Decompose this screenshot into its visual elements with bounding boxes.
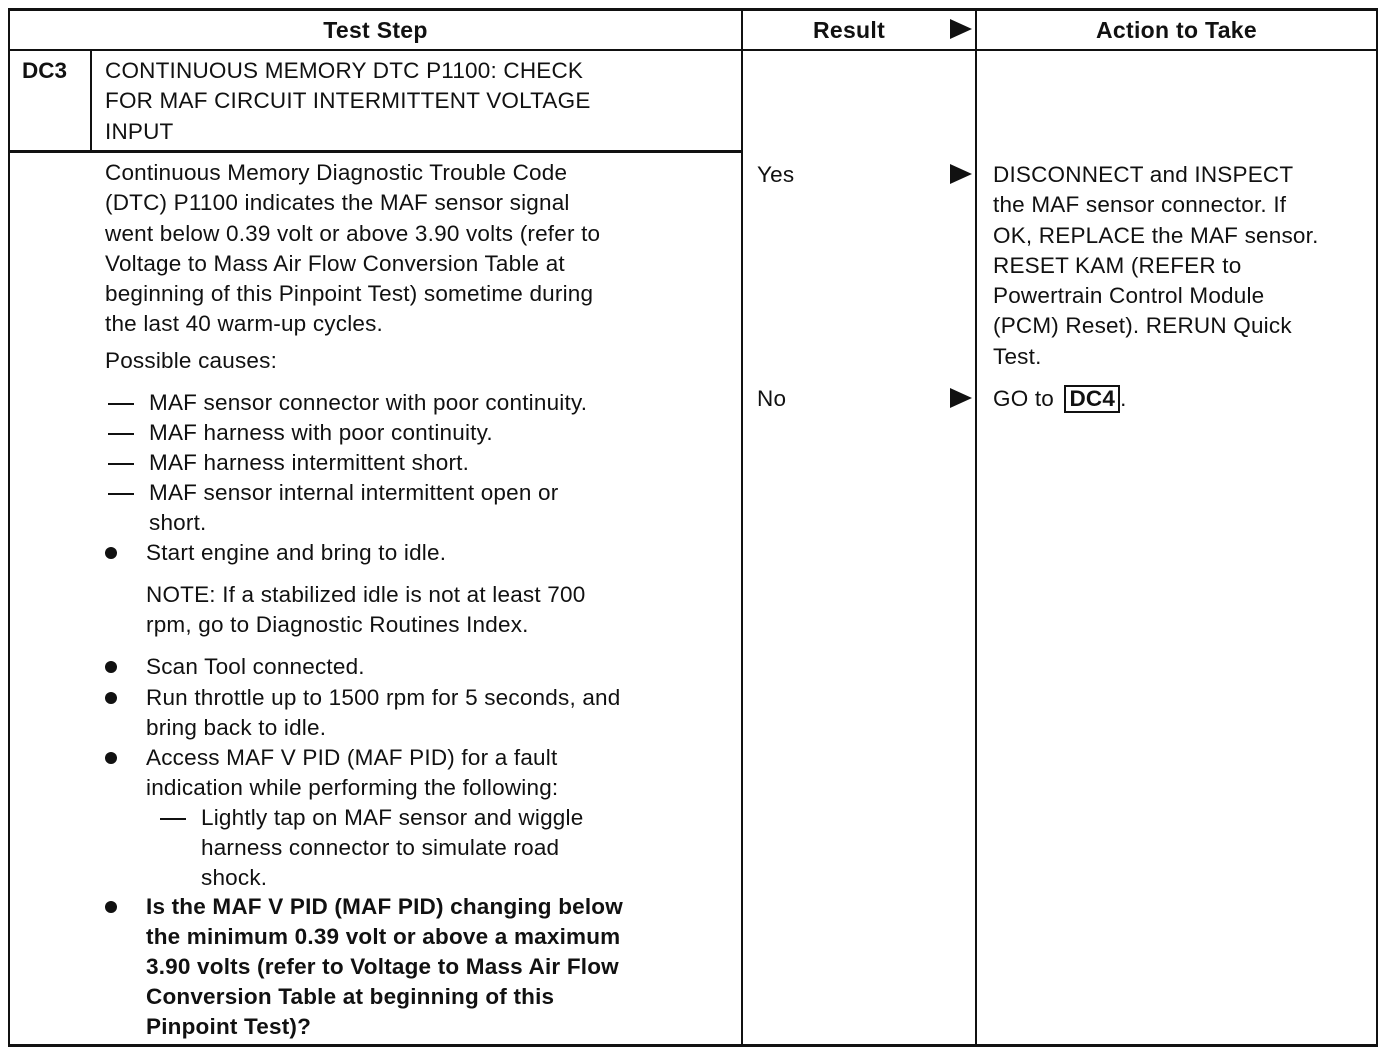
possible-causes-label: Possible causes: (105, 348, 278, 373)
result-yes: Yes (757, 162, 795, 187)
cause-item: MAF harness intermittent short. (149, 450, 470, 475)
step-title-line: FOR MAF CIRCUIT INTERMITTENT VOLTAGE (105, 88, 591, 114)
header-bottom-border (8, 49, 1378, 51)
header-action: Action to Take (1096, 16, 1257, 43)
sub-step-line: harness connector to simulate road (201, 835, 560, 860)
test-question (146, 892, 623, 1042)
intro-line: beginning of this Pinpoint Test) sometime during (105, 281, 594, 307)
access-line: indication while performing the following: (146, 775, 559, 800)
question-line: 3.90 volts (refer to Voltage to Mass Air Flow (146, 954, 619, 979)
cause-line: short. (149, 510, 207, 535)
step-id-divider (90, 49, 92, 153)
bullet-icon (105, 901, 117, 913)
step-ref-dc4[interactable]: DC4 (1064, 385, 1120, 413)
dash-icon (108, 433, 134, 435)
question-line: the minimum 0.39 volt or above a maximum (146, 924, 621, 949)
action-no (993, 384, 1127, 414)
no-arrow-icon (950, 388, 972, 408)
question-line: Pinpoint Test)? (146, 1014, 312, 1039)
question-line: Is the MAF V PID (MAF PID) changing below (146, 894, 623, 919)
action-yes-line: Test. (993, 343, 1042, 369)
bullet-icon (105, 547, 117, 559)
action-no-suffix: . (1120, 386, 1127, 411)
action-no-prefix: GO to (993, 386, 1055, 411)
result-column-divider (741, 8, 743, 1047)
intro-line: went below 0.39 volt or above 3.90 volts (refer to (105, 220, 601, 246)
action-yes (993, 160, 1373, 372)
step-start-engine: Start engine and bring to idle. (146, 540, 447, 565)
intro-paragraph (105, 158, 735, 340)
step-title-line: CONTINUOUS MEMORY DTC P1100: CHECK (105, 58, 584, 83)
cause-item (149, 478, 558, 538)
access-line: Access MAF V PID (MAF PID) for a fault (146, 745, 558, 770)
header-result: Result (812, 16, 886, 43)
dash-icon (108, 493, 134, 495)
action-column-divider (975, 8, 977, 1047)
note-line: rpm, go to Diagnostic Routines Index. (146, 612, 529, 637)
intro-line: the last 40 warm-up cycles. (105, 311, 384, 337)
action-yes-line: DISCONNECT and INSPECT (993, 162, 1294, 187)
table-top-border (8, 8, 1378, 11)
dash-icon (160, 818, 186, 820)
dash-icon (108, 403, 134, 405)
intro-line: Voltage to Mass Air Flow Conversion Table at (105, 250, 565, 276)
sub-step-line: Lightly tap on MAF sensor and wiggle (201, 805, 584, 830)
table-right-border (1376, 8, 1378, 1047)
step-id: DC3 (22, 58, 68, 83)
question-line: Conversion Table at beginning of this (146, 984, 555, 1009)
header-arrow-icon (950, 19, 972, 39)
sub-step-tap-sensor (201, 803, 583, 893)
idle-note (146, 580, 585, 640)
table-left-border (8, 8, 10, 1047)
bullet-icon (105, 692, 117, 704)
bullet-icon (105, 752, 117, 764)
action-yes-line: (PCM) Reset). RERUN Quick (993, 313, 1292, 339)
intro-line: (DTC) P1100 indicates the MAF sensor signal (105, 190, 570, 216)
cause-item: MAF harness with poor continuity. (149, 420, 493, 445)
step-scan-tool: Scan Tool connected. (146, 654, 365, 679)
title-bottom-border (8, 150, 741, 153)
action-yes-line: OK, REPLACE the MAF sensor. (993, 222, 1319, 248)
sub-step-line: shock. (201, 865, 268, 890)
action-yes-line: the MAF sensor connector. If (993, 192, 1287, 218)
cause-item: MAF sensor connector with poor continuity. (149, 390, 588, 415)
step-title-line: INPUT (105, 118, 174, 144)
bullet-icon (105, 661, 117, 673)
action-yes-line: Powertrain Control Module (993, 283, 1265, 309)
action-yes-line: RESET KAM (REFER to (993, 252, 1242, 278)
step-title (105, 56, 735, 147)
run-line: Run throttle up to 1500 rpm for 5 seconds, and (146, 685, 621, 710)
intro-line: Continuous Memory Diagnostic Trouble Code (105, 160, 568, 185)
result-no: No (757, 386, 787, 411)
cause-line: MAF sensor internal intermittent open or (149, 480, 559, 505)
run-line: bring back to idle. (146, 715, 327, 740)
step-access-pid (146, 743, 558, 803)
table-bottom-border (8, 1044, 1378, 1047)
dash-icon (108, 463, 134, 465)
header-test-step: Test Step (323, 16, 428, 43)
yes-arrow-icon (950, 164, 972, 184)
note-line: NOTE: If a stabilized idle is not at least 700 (146, 582, 586, 607)
step-run-throttle (146, 683, 620, 743)
